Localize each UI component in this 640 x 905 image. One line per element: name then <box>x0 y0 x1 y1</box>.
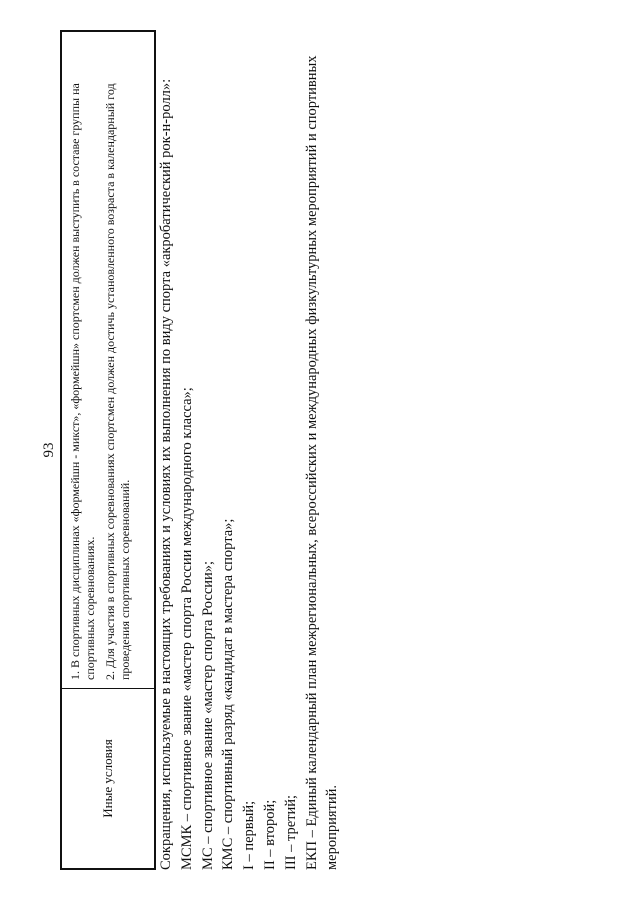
condition-item: 1. В спортивных дисциплинах «формейшн - микст», «формейшн» спортсмен должен выступить в составе группы на спортивных соревнованиях. <box>68 83 97 680</box>
page-number: 93 <box>41 442 57 458</box>
abbreviations-intro: Сокращения, используемые в настоящих требованиях и условиях их выполнения по виду спорта «акробатический рок-н-ролл»: <box>158 78 174 870</box>
condition-item: 2. Для участия в спортивных соревнованиях спортсмен должен достичь установленного возраста в календарный год проведения спортивных соревнований. <box>103 83 132 680</box>
abbreviation-item: МСМК – спортивное звание «мастер спорта России международного класса»; <box>178 387 195 870</box>
abbreviation-item: II – второй; <box>261 799 278 870</box>
document-page <box>40 30 360 870</box>
abbreviation-item: I – первый; <box>241 800 258 870</box>
conditions-label-cell: Иные условия <box>62 688 154 868</box>
abbreviations-section <box>156 30 343 870</box>
abbreviation-item: III – третий; <box>282 794 299 870</box>
abbreviation-item: КМС – спортивный разряд «кандидат в мастера спорта»; <box>220 518 237 870</box>
conditions-content-cell <box>62 32 154 688</box>
other-conditions-table <box>60 30 156 870</box>
abbreviation-item: МС – спортивное звание «мастер спорта России»; <box>199 560 216 870</box>
abbreviation-item: ЕКП – Единый календарный план межрегиональных, всероссийских и международных физкультурных мероприятий и спортивных мероприятий. <box>303 55 341 870</box>
